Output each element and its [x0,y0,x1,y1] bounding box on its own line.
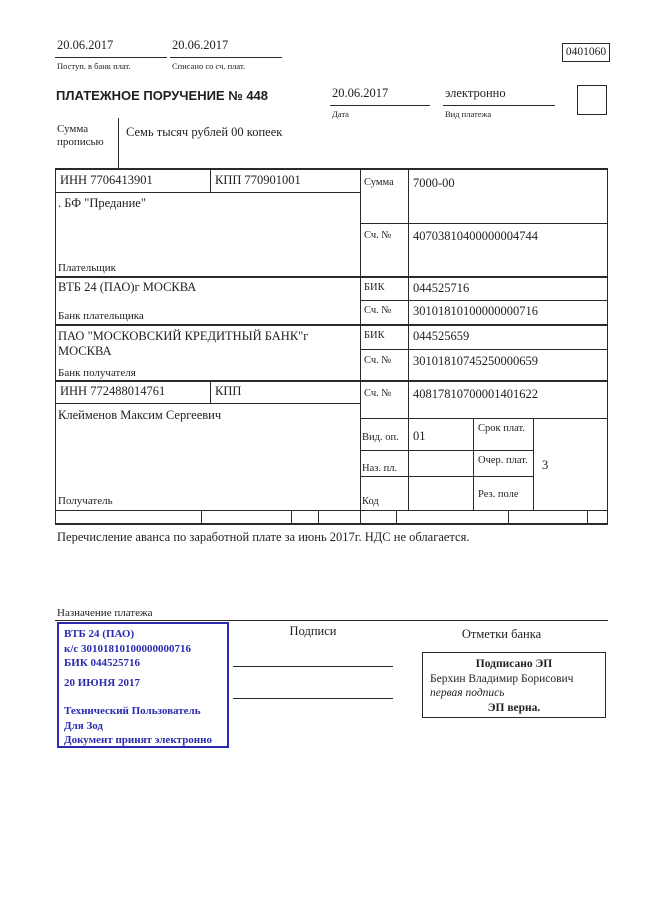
divider-line [291,510,292,525]
amount-value: 7000-00 [413,176,455,190]
payee-account: 40817810700001401622 [413,387,538,401]
divider-line [55,192,360,193]
esign-verified: ЭП верна. [487,701,541,714]
payee-bank-account: 30101810745250000659 [413,354,538,368]
divider-line [118,118,119,168]
divider-line [55,620,608,621]
payer-bank-section-label: Банк плательщика [58,310,144,322]
payee-bank-bik: 044525659 [413,329,470,343]
date-value: 20.06.2017 [330,86,430,106]
stamp-bank-name: ВТБ 24 (ПАО) [64,628,135,640]
signature-line [233,698,393,699]
divider-line [55,510,608,511]
divider-line [533,418,534,510]
divider-line [360,349,608,350]
purpose-kind-label: Наз. пл. [362,463,398,474]
form-code-box: 0401060 [562,43,610,62]
debited-date-label: Списано со сч. плат. [172,61,246,71]
divider-line [318,510,319,525]
stamp-bik: БИК 044525716 [64,657,141,669]
payment-kind-block [443,86,555,119]
stamp-spacer [64,690,222,704]
payer-bank-bik-label: БИК [364,282,385,293]
divider-line [210,380,211,403]
payee-inn: ИНН 772488014761 [60,384,166,398]
op-type-label: Вид. оп. [362,432,399,443]
date-block [330,86,430,119]
divider-line [408,168,409,510]
op-type-value: 01 [413,429,426,443]
payee-kpp: КПП [215,384,242,398]
divider-line [55,168,56,525]
payee-account-label: Сч. № [364,388,392,399]
main-table [55,168,608,525]
amount-label: Сумма [364,177,394,188]
payee-name: Клейменов Максим Сергеевич [58,408,222,422]
divider-line [55,523,608,525]
payer-name: . БФ "Предание" [58,196,146,210]
debited-date-block [170,38,282,71]
received-date-value: 20.06.2017 [55,38,167,58]
payee-bank-section-label: Банк получателя [58,367,136,379]
stamp-note: Документ принят электронно [64,734,212,746]
amount-words-value: Семь тысяч рублей 00 копеек [126,125,283,139]
payer-bank-name: ВТБ 24 (ПАО)г МОСКВА [58,280,197,294]
esign-box [422,652,606,718]
divider-line [360,418,608,419]
payee-section-label: Получатель [58,495,113,507]
divider-line [473,418,474,510]
payee-bank-bik-label: БИК [364,330,385,341]
priority-value: 3 [542,458,549,472]
esign-signer-name: Берхин Владимир Борисович [430,672,574,685]
term-label: Срок плат. [478,423,525,434]
payer-bank-account-label: Сч. № [364,305,392,316]
payee-bank-account-label: Сч. № [364,355,392,366]
divider-line [55,276,608,278]
payer-bank-account: 30101810100000000716 [413,304,538,318]
payment-kind-label: Вид платежа [445,109,492,119]
received-date-block [55,38,167,71]
divider-line [55,168,608,170]
payer-kpp: КПП 770901001 [215,173,301,187]
divider-line [587,510,588,525]
divider-line [396,510,397,525]
divider-line [55,324,608,326]
esign-title: Подписано ЭП [475,658,553,670]
esign-kind: первая подпись [430,687,505,699]
stamp-user: Технический Пользователь Для Зод [64,705,201,732]
payer-account-label: Сч. № [364,230,392,241]
stamp-date: 20 ИЮНЯ 2017 [64,676,140,689]
divider-line [210,168,211,192]
payee-bank-name: ПАО "МОСКОВСКИЙ КРЕДИТНЫЙ БАНК"г МОСКВА [58,329,309,358]
divider-line [360,300,608,301]
payment-kind-value: электронно [443,86,555,106]
date-label: Дата [332,109,349,119]
purpose-label: Назначение платежа [57,607,153,619]
divider-line [360,223,608,224]
purpose-text: Перечисление аванса по заработной плате за июнь 2017г. НДС не облагается. [57,530,470,544]
document-title: ПЛАТЕЖНОЕ ПОРУЧЕНИЕ № 448 [56,88,269,103]
signature-line [233,666,393,667]
amount-words-label: Сумма прописью [57,123,104,148]
status-checkbox [577,85,607,115]
debited-date-value: 20.06.2017 [170,38,282,58]
signatures-title: Подписи [289,624,337,638]
divider-line [201,510,202,525]
stamp-corr-account: к/с 30101810100000000716 [64,642,192,655]
code-label: Код [362,496,379,507]
payer-account: 40703810400000004744 [413,229,538,243]
payer-bank-bik: 044525716 [413,281,470,295]
reserve-field-label: Рез. поле [478,489,519,500]
divider-line [55,380,608,382]
bank-marks-title: Отметки банка [461,627,542,641]
divider-line [360,450,533,451]
divider-line [508,510,509,525]
payer-section-label: Плательщик [58,262,116,274]
payer-inn: ИНН 7706413901 [60,173,153,187]
divider-line [55,403,360,404]
bank-stamp [57,622,229,748]
divider-line [360,168,361,525]
received-date-label: Поступ. в банк плат. [57,61,131,71]
divider-line [360,476,533,477]
divider-line [607,168,608,525]
priority-label: Очер. плат. [478,455,528,466]
